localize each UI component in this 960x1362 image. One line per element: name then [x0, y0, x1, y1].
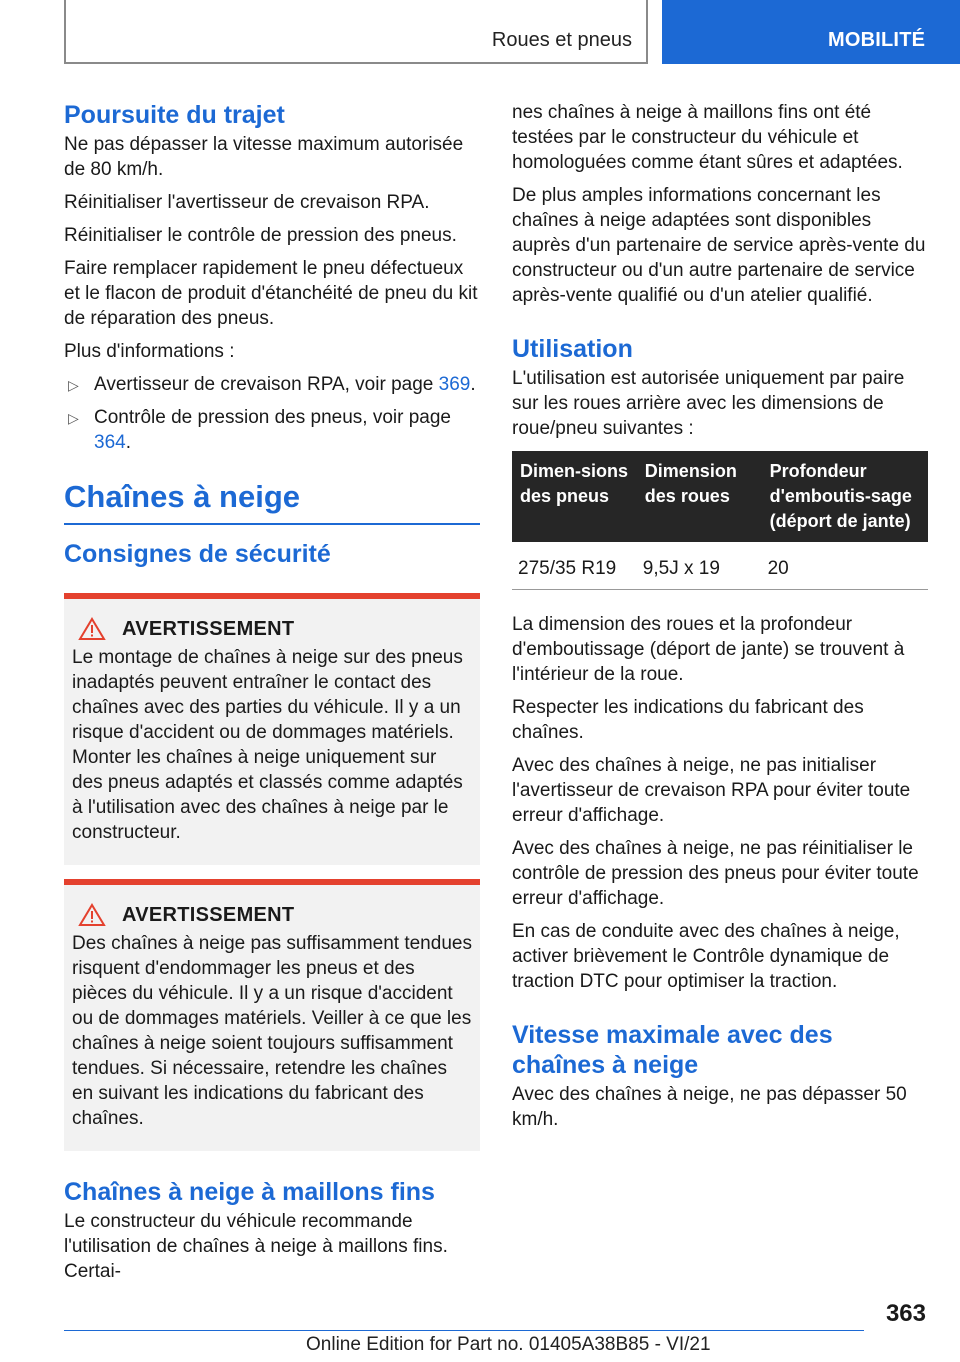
header-section-tab	[64, 0, 648, 64]
page-link-369[interactable]: 369	[438, 374, 471, 395]
list-item: ▷ Avertisseur de crevaison RPA, voir page 369.	[64, 372, 480, 397]
paragraph: En cas de conduite avec des chaînes à neige, activer brièvement le Contrôle dynamique de traction DTC pour optimiser la traction.	[512, 921, 900, 992]
warning-triangle-icon	[78, 617, 106, 641]
paragraph: La dimension des roues et la profondeur d'emboutissage (déport de jante) se trouvent à l'intérieur de la roue.	[512, 614, 905, 685]
warning-text: Le montage de chaînes à neige sur des pneus inadaptés peuvent entraîner le contact des chaînes avec des parties du véhicule. Il y a un risque d'accident ou de dommages matériels. Monter les chaînes à neige uniquement sur des pneus adaptés et classés comme adaptés à l'utilisation avec des chaînes à neige par le constructeur.	[72, 647, 463, 843]
table-row	[512, 542, 928, 590]
header-section-title: Roues et pneus	[491, 29, 632, 51]
heading-utilisation: Utilisation	[512, 335, 633, 363]
left-column	[64, 100, 480, 1292]
table-header-cell: Profondeur d'emboutis-sage (déport de jante)	[762, 451, 928, 542]
triangle-bullet-icon: ▷	[68, 377, 79, 393]
header-chapter-tab: MOBILITÉ	[662, 0, 960, 64]
table-header-cell: Dimen-sions des pneus	[512, 451, 637, 542]
table-header-row	[512, 451, 928, 542]
table-header-cell: Dimension des roues	[637, 451, 762, 542]
footer-rule	[64, 1330, 864, 1331]
paragraph: Plus d'informations :	[64, 341, 235, 362]
warning-title: AVERTISSEMENT	[122, 903, 295, 926]
warning-header	[72, 903, 472, 927]
page-link-364[interactable]: 364	[94, 432, 126, 453]
paragraph: Avec des chaînes à neige, ne pas dépasser 50 km/h.	[512, 1084, 907, 1130]
paragraph: nes chaînes à neige à maillons fins ont été testées par le constructeur du véhicule et homologuées comme étant sûres et adaptées.	[512, 102, 903, 173]
triangle-bullet-icon: ▷	[68, 410, 79, 426]
paragraph: Réinitialiser l'avertisseur de crevaison RPA.	[64, 192, 430, 213]
paragraph: Respecter les indications du fabricant des chaînes.	[512, 697, 864, 743]
warning-title: AVERTISSEMENT	[122, 617, 295, 640]
paragraph: Réinitialiser le contrôle de pression des pneus.	[64, 225, 457, 246]
right-column	[512, 100, 928, 1140]
heading-chaines-a-maillons-fins: Chaînes à neige à maillons fins	[64, 1178, 435, 1206]
warning-text: Des chaînes à neige pas suffisamment tendues risquent d'endommager les pneus et des pièces du véhicule. Il y a un risque d'accident ou de dommages matériels. Veiller à ce que les chaînes à neige soient toujours suffisamment tendues. Si nécessaire, retendre les chaînes en suivant les indications du fabricant des chaînes.	[72, 933, 472, 1129]
list-item: ▷ Contrôle de pression des pneus, voir page 364.	[68, 407, 452, 453]
paragraph: Avec des chaînes à neige, ne pas initialiser l'avertisseur de crevaison RPA pour éviter toute erreur d'affichage.	[512, 755, 911, 826]
table-cell: 9,5J x 19	[637, 542, 762, 590]
paragraph: L'utilisation est autorisée uniquement par paire sur les roues arrière avec les dimensions de roue/pneu suivantes :	[512, 368, 905, 439]
paragraph: Avec des chaînes à neige, ne pas réinitialiser le contrôle de pression des pneus pour éviter toute erreur d'affichage.	[512, 838, 919, 909]
warning-header	[72, 617, 472, 641]
paragraph: Faire remplacer rapidement le pneu défectueux et le flacon de produit d'étanchéité de pneu du kit de réparation des pneus.	[64, 258, 478, 329]
reference-list	[64, 372, 480, 455]
table-cell: 275/35 R19	[512, 542, 637, 590]
paragraph: De plus amples informations concernant les chaînes à neige adaptées sont disponibles auprès d'un partenaire de service après-vente du constructeur ou d'un autre partenaire de service après-vente qualifié ou d'un atelier qualifié.	[512, 185, 926, 306]
table-cell: 20	[762, 542, 928, 590]
paragraph: Ne pas dépasser la vitesse maximum autorisée de 80 km/h.	[64, 134, 464, 180]
paragraph: Le constructeur du véhicule recommande l'utilisation de chaînes à neige à maillons fins. Certai-	[64, 1211, 448, 1282]
warning-box	[64, 593, 480, 865]
edition-note: Online Edition for Part no. 01405A38B85 - VI/21	[306, 1334, 711, 1355]
heading-vitesse-maximale: Vitesse maximale avec des chaînes à neige	[512, 1021, 833, 1079]
heading-chaines-a-neige: Chaînes à neige	[64, 479, 301, 514]
warning-box	[64, 879, 480, 1151]
warning-triangle-icon	[78, 903, 106, 927]
section-heading-rule	[64, 477, 480, 525]
dimensions-table	[512, 451, 928, 590]
heading-consignes-de-securite: Consignes de sécurité	[64, 540, 331, 568]
heading-poursuite-du-trajet: Poursuite du trajet	[64, 101, 285, 129]
page-number: 363	[885, 1300, 926, 1327]
